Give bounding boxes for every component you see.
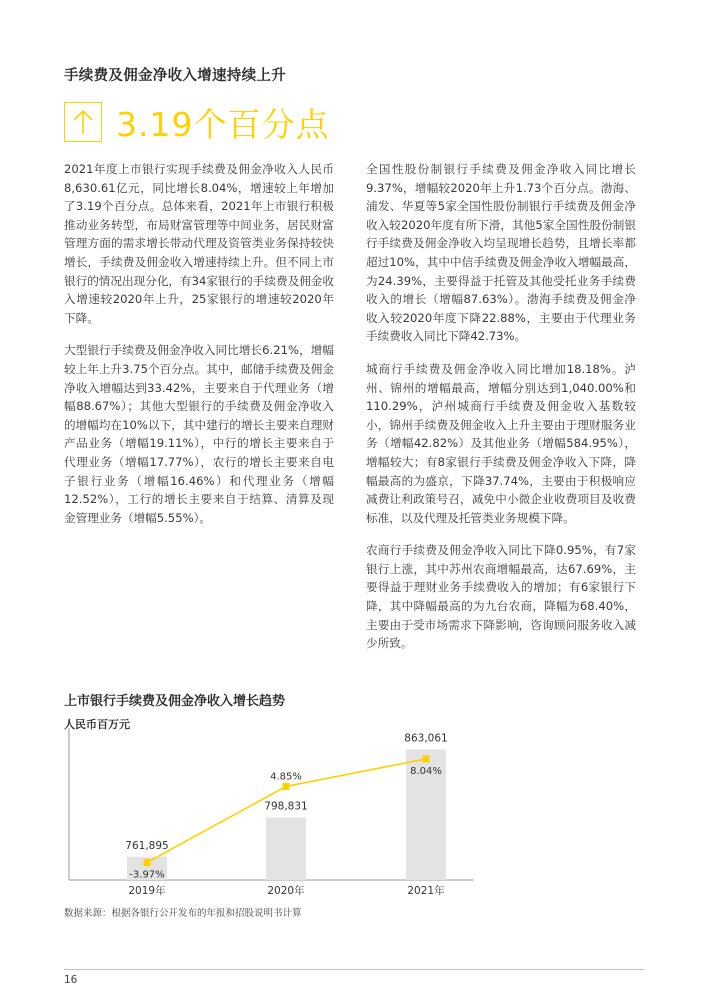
- growth-point: [423, 755, 430, 762]
- page-number: 16: [64, 974, 78, 986]
- growth-label: 8.04%: [410, 765, 442, 777]
- data-source-note: 数据来源：根据各银行公开发布的年报和招股说明书计算: [64, 908, 302, 919]
- paragraph: 农商行手续费及佣金净收入同比下降0.95%，有7家银行上涨，其中苏州农商增幅最高，达67.69%，主要得益于理财业务手续费收入的增加；有6家银行下降，其中降幅最高的为九台农商，降幅为68.40%，主要由于受市场需求下降影响，咨询顾问服务收入减少所致。: [366, 543, 636, 651]
- highlight-value: 3.19个百分点: [116, 104, 330, 144]
- bar: [266, 818, 306, 880]
- bar-value-label: 798,831: [264, 800, 308, 813]
- growth-chart: [64, 728, 484, 900]
- x-tick-label: 2021年: [407, 885, 445, 897]
- paragraph: 2021年度上市银行实现手续费及佣金净收入人民币8,630.61亿元，同比增长8.04%，增速较上年增加了3.19个百分点。总体来看，2021年上市银行积极推动业务转型，布局财富管理等中间业务，居民财富管理方面的需求增长带动代理及资管类业务保持较快增长，手续费及佣金收入增速持续上升。但不同上市银行的情况出现分化，有34家银行的手续费及佣金收入增速较2020年上升，25家银行的增速较2020年下降。: [64, 162, 334, 325]
- highlight-callout: [64, 100, 329, 144]
- footer-divider: [64, 969, 644, 970]
- left-column: [64, 160, 334, 541]
- growth-label: 4.85%: [270, 771, 302, 783]
- growth-point: [144, 859, 151, 866]
- paragraph: 城商行手续费及佣金净收入同比增加18.18%。泸州、锦州的增幅最高，增幅分别达到1,040.00%和110.29%，泸州城商行手续费及佣金收入基数较小，锦州手续费及佣金收入上升主要由于理财服务业务（增幅42.82%）及其他业务（增幅584.95%），增幅较大；有8家银行手续费及佣金净收入下降，降幅最高的为盛京，下降37.74%，主要由于积极响应减费让利政策号召，减免中小微企业收费项目及收费标准，以及代理及托管类业务规模下降。: [366, 361, 636, 525]
- x-tick-label: 2019年: [128, 885, 166, 897]
- bar-value-label: 863,061: [404, 732, 448, 745]
- right-column: [366, 160, 636, 667]
- growth-point: [283, 783, 290, 790]
- x-tick-label: 2020年: [267, 885, 305, 897]
- paragraph: 大型银行手续费及佣金净收入同比增长6.21%，增幅较上年上升3.75个百分点。其中，邮储手续费及佣金净收入增幅达到33.42%，主要来自于代理业务（增幅88.67%）；其他大型银行的手续费及佣金净收入的增幅均在10%以下，其中建行的增长主要来自理财产品业务（增幅19.11%），中行的增长主要来自于代理业务（增幅17.77%），农行的增长主要来自电子银行业务（增幅16.46%）和代理业务（增幅12.52%），工行的增长主要来自于结算、清算及现金管理业务（增幅5.55%）。: [64, 343, 334, 525]
- chart-title: 上市银行手续费及佣金净收入增长趋势: [64, 694, 286, 709]
- chart-unit-label: 人民币百万元: [64, 718, 130, 731]
- growth-label: -3.97%: [129, 869, 165, 881]
- bar-value-label: 761,895: [125, 839, 169, 852]
- section-title: 手续费及佣金净收入增速持续上升: [64, 68, 286, 84]
- up-arrow-icon: [64, 102, 102, 142]
- paragraph: 全国性股份制银行手续费及佣金净收入同比增长9.37%，增幅较2020年上升1.73个百分点。渤海、浦发、华夏等5家全国性股份制银行手续费及佣金净收入较2020年度有所下滑，其他5家全国性股份制银行手续费及佣金净收入均呈现增长趋势，且增长率都超过10%，其中中信手续费及佣金净收入增幅最高，为24.39%，主要得益于托管及其他受托业务手续费收入的增长（增幅87.63%）。渤海手续费及佣金净收入较2020年度下降22.88%，主要由于代理业务手续费收入同比下降42.73%。: [366, 162, 636, 344]
